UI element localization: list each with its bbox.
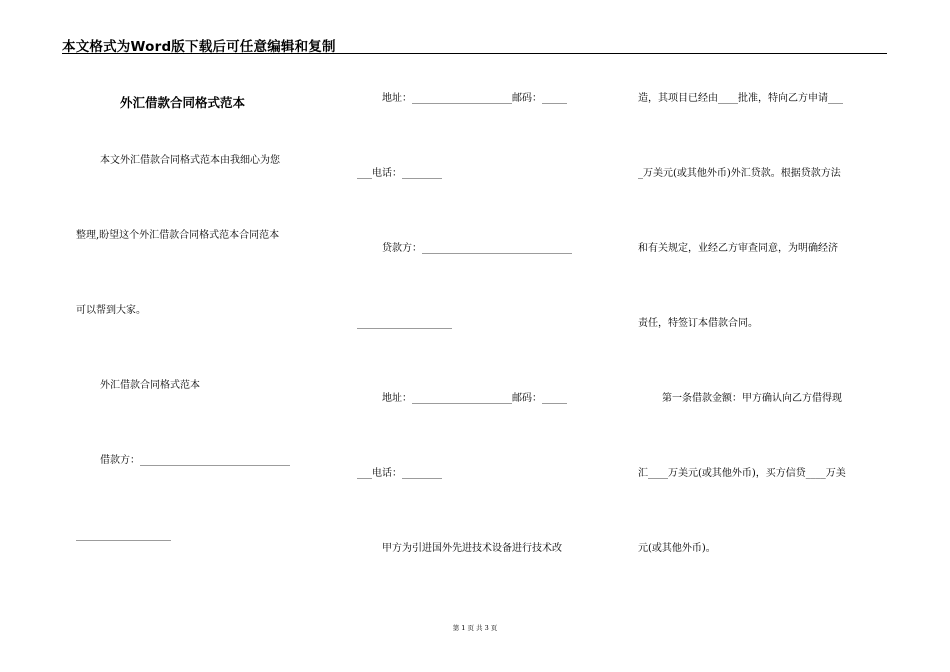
body-paragraph-start: 甲方为引进国外先进技术设备进行技术改 xyxy=(382,543,562,554)
borrower-phone-field: ___电话：________ xyxy=(357,168,442,179)
lender-phone-field: ___电话：________ xyxy=(357,468,442,479)
body-line-2: _万美元(或其他外币)外汇贷款。根据贷款方法 xyxy=(638,168,841,179)
intro-line-2: 整理,盼望这个外汇借款合同格式范本合同范本 xyxy=(76,230,280,241)
lender-field: 贷款方：______________________________ xyxy=(382,243,572,254)
intro-line-1: 本文外汇借款合同格式范本由我细心为您 xyxy=(100,155,280,166)
page-number: 第 1 页 共 3 页 xyxy=(452,624,498,632)
body-line-3: 和有关规定，业经乙方审查同意，为明确经济 xyxy=(638,243,838,254)
header-divider xyxy=(62,53,887,54)
intro-line-3: 可以帮到大家。 xyxy=(76,305,146,316)
borrower-field: 借款方：______________________________ xyxy=(100,455,290,466)
lender-field-continued: ___________________ xyxy=(357,318,452,329)
page-header-title: 本文格式为Word版下载后可任意编辑和复制 xyxy=(62,39,336,55)
borrower-field-continued: ___________________ xyxy=(76,530,171,541)
lender-address-field: 地址：____________________邮码：_____ xyxy=(382,393,567,404)
borrower-address-field: 地址：____________________邮码：_____ xyxy=(382,93,567,104)
body-line-4: 责任，特签订本借款合同。 xyxy=(638,318,758,329)
article-1-line-2: 汇____万美元(或其他外币)，买方信贷____万美 xyxy=(638,468,846,479)
section-heading: 外汇借款合同格式范本 xyxy=(100,380,200,391)
body-line-1: 造，其项目已经由____批准，特向乙方申请___ xyxy=(638,93,843,104)
article-1-line-1: 第一条借款金额：甲方确认向乙方借得现 xyxy=(662,393,842,404)
article-1-line-3: 元(或其他外币)。 xyxy=(638,543,716,554)
document-title: 外汇借款合同格式范本 xyxy=(120,95,246,110)
